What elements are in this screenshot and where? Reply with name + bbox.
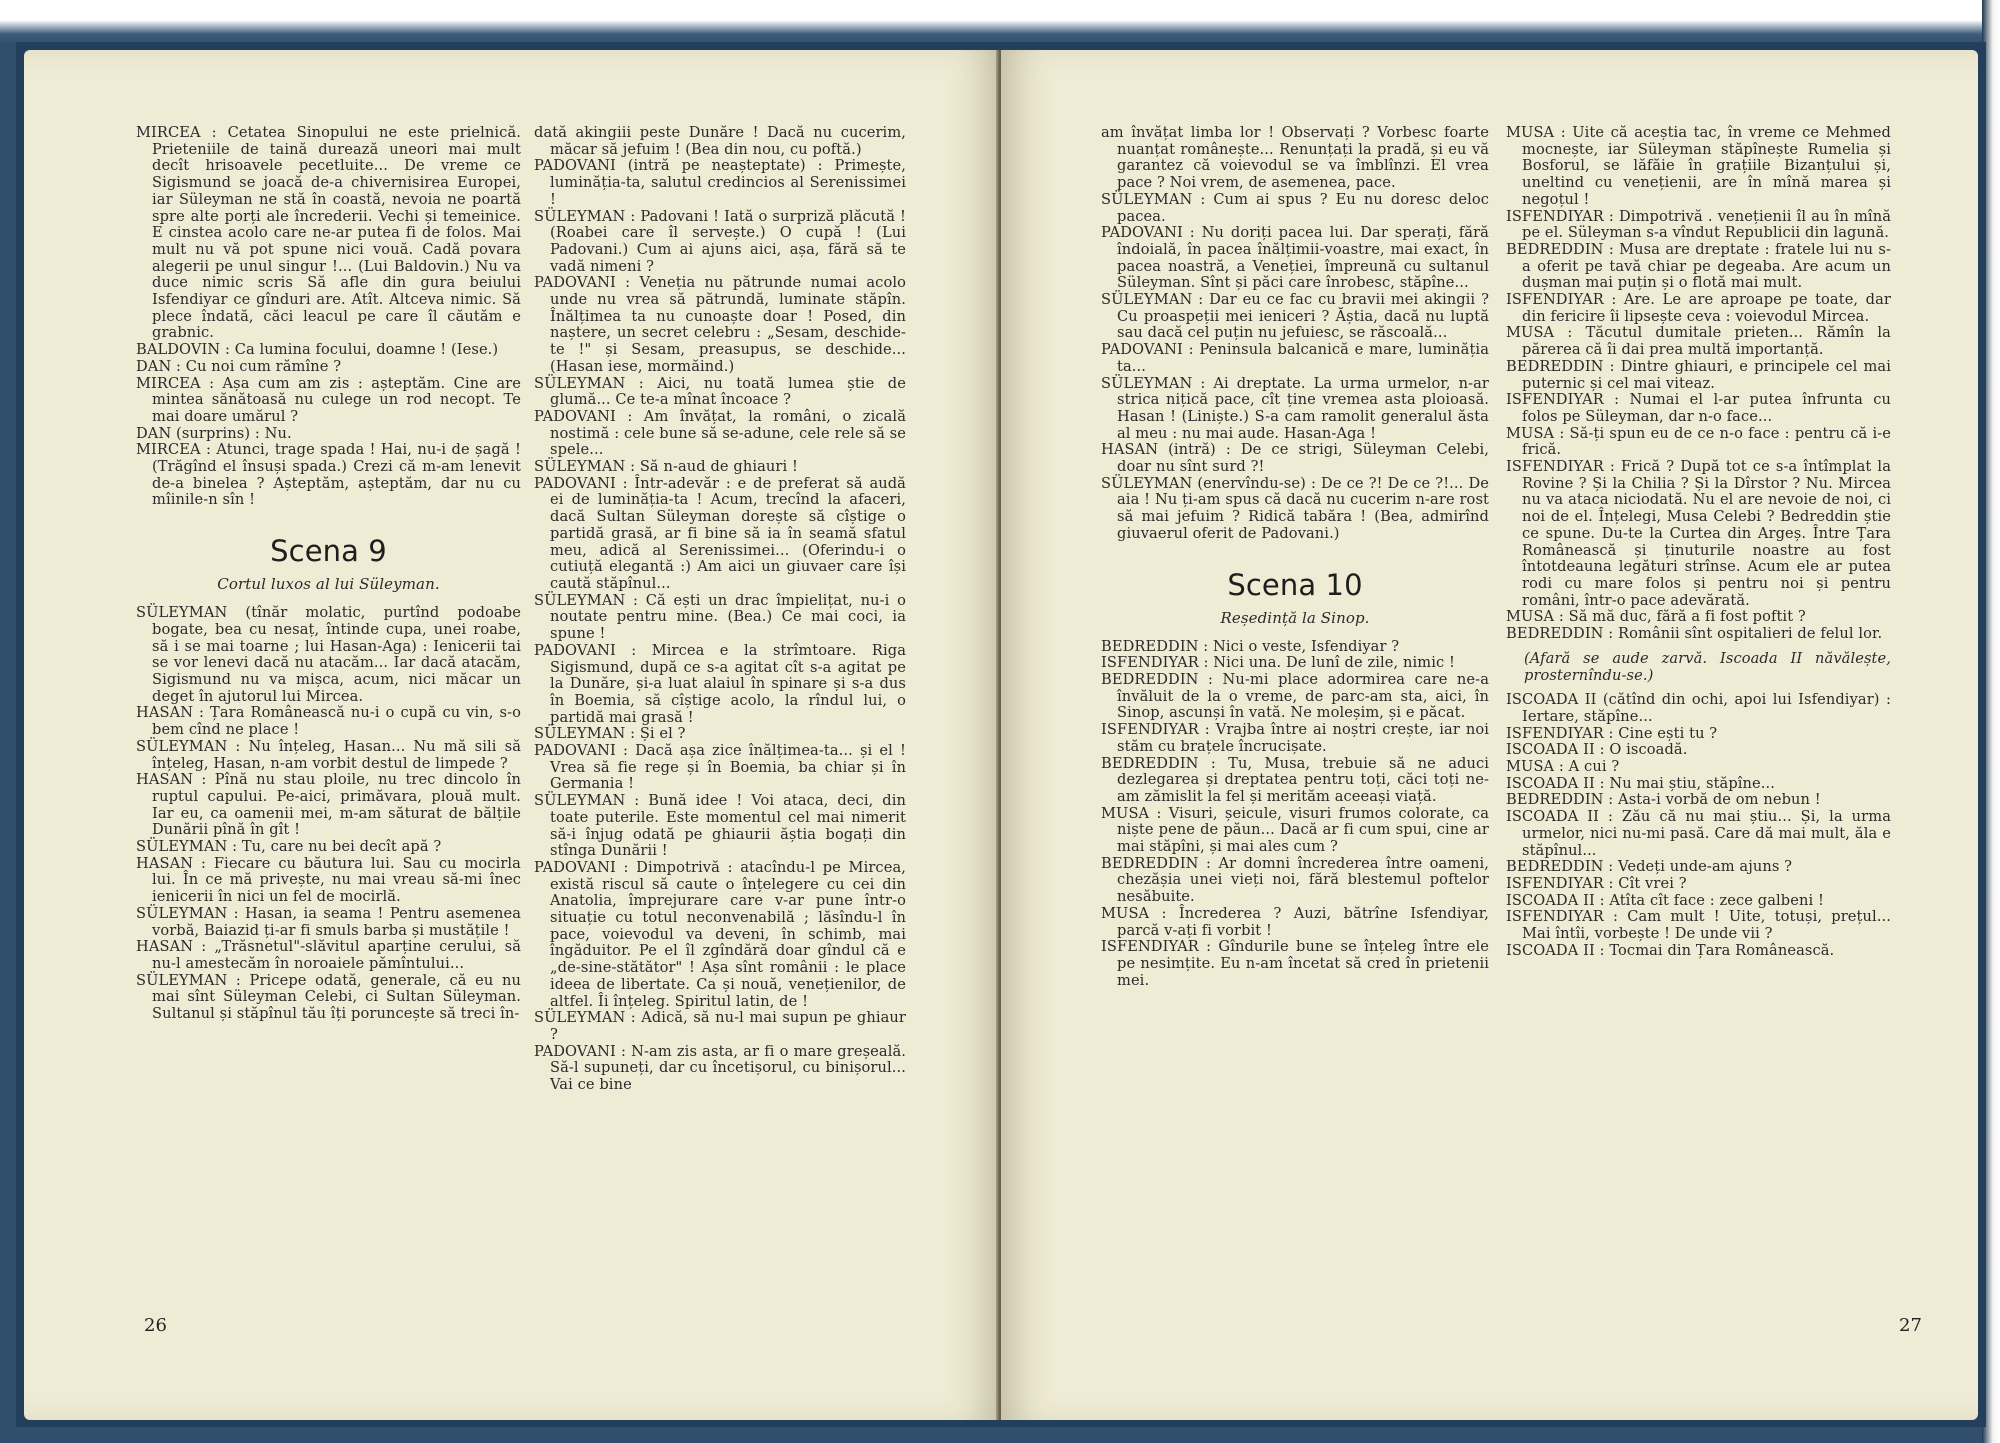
text-paragraph: SÜLEYMAN : Să n-aud de ghiauri !: [534, 458, 798, 476]
text-paragraph: BEDREDDIN : Vedeți unde-am ajuns ?: [1506, 858, 1793, 876]
text-paragraph: HASAN (intră) : De ce strigi, Süleyman Celebi, doar nu sînt surd ?!: [1101, 441, 1489, 476]
text-paragraph: MUSA : Să mă duc, fără a fi fost poftit ?: [1506, 608, 1806, 626]
text-paragraph: am învățat limba lor ! Observați ? Vorbesc foarte nuanțat românește... Renunțați la pradă, și eu vă garantez că voievodul se va îmblînzi. El vrea pace ? Noi vrem, de asemenea, pace.: [1101, 124, 1489, 192]
text-paragraph: PADOVANI : N-am zis asta, ar fi o mare greșeală. Să-l supuneți, dar cu încetișorul, cu binișorul... Vai ce bine: [534, 1042, 906, 1094]
text-paragraph: ISCOADA II : Nu mai știu, stăpîne...: [1506, 774, 1776, 792]
left-page-column-2: [534, 125, 906, 1094]
text-paragraph: PADOVANI : Dacă așa zice înălțimea-ta... și el ! Vrea să fie rege și în Boemia, ba chiar și în Germania !: [534, 742, 906, 793]
text-paragraph: SÜLEYMAN : Aici, nu toată lumea știe de glumă... Ce te-a mînat încoace ?: [534, 374, 906, 409]
text-paragraph: BEDREDDIN : Nu-mi place adormirea care ne-a învăluit de la o vreme, de parc-am sta, aici, în Sinop, ascunși în vată. Ne moleșim, și e păcat.: [1101, 670, 1489, 722]
text-paragraph: ISFENDIYAR : Are. Le are aproape pe toate, dar din fericire îi lipsește ceva : voievodul Mircea.: [1506, 291, 1891, 325]
text-paragraph: MUSA : A cui ?: [1506, 758, 1620, 776]
text-paragraph: BEDREDDIN : Dintre ghiauri, e principele cel mai puternic și cel mai viteaz.: [1506, 357, 1891, 392]
text-paragraph: HASAN : Țara Românească nu-i o cupă cu vin, s-o bem cînd ne place !: [136, 704, 521, 739]
text-paragraph: HASAN : „Trăsnetul"-slăvitul aparține cerului, să nu-l amestecăm în noroaiele pămîntului...: [136, 938, 521, 972]
open-book: [16, 42, 1986, 1427]
left-page: [24, 50, 999, 1420]
book-cover-edge: [0, 0, 2000, 46]
text-paragraph: dată akingiii peste Dunăre ! Dacă nu cucerim, măcar să jefuim ! (Bea din nou, cu poftă.): [534, 124, 906, 158]
text-paragraph: BEDREDDIN : Asta-i vorbă de om nebun !: [1506, 791, 1821, 809]
text-paragraph: MUSA : Tăcutul dumitale prieten... Rămîn la părerea că îi dai prea multă importanță.: [1506, 324, 1891, 359]
text-paragraph: DAN (surprins) : Nu.: [136, 424, 292, 442]
text-paragraph: MUSA : Să-ți spun eu de ce n-o face : pentru că i-e frică.: [1506, 424, 1891, 459]
text-paragraph: SÜLEYMAN : Adică, să nu-l mai supun pe ghiaur ?: [534, 1009, 906, 1043]
text-paragraph: PADOVANI : Peninsula balcanică e mare, luminăția ta...: [1101, 341, 1489, 375]
page-number: 26: [144, 1315, 167, 1336]
text-paragraph: SÜLEYMAN (enervîndu-se) : De ce ?! De ce ?!... De aia ! Nu ți-am spus că dacă nu cucerim n-are rost să mai jefuim ? Ridică tabăra ! (Bea, admirînd giuvaerul oferit de Padovani.): [1101, 474, 1489, 542]
text-paragraph: ISFENDIYAR : Numai el l-ar putea înfrunta cu folos pe Süleyman, dar n-o face...: [1506, 391, 1891, 425]
text-paragraph: BEDREDDIN : Tu, Musa, trebuie să ne aduci dezlegarea și dreptatea pentru toți, căci toți ne-am zămislit la fel și merităm aceeași viață.: [1101, 754, 1489, 805]
text-paragraph: SÜLEYMAN : Padovani ! Iată o surpriză plăcută ! (Roabei care îl servește.) O cupă ! (Lui Padovani.) Cum ai ajuns aici, așa, fără să te vadă nimeni ?: [534, 207, 906, 275]
text-paragraph: ISFENDIYAR : Gîndurile bune se înțeleg între ele pe nesimțite. Eu n-am încetat să cred în prietenii mei.: [1101, 938, 1489, 989]
text-paragraph: ISCOADA II : Zău că nu mai știu... Și, la urma urmelor, nici nu-mi pasă. Care dă mai mult, ăla e stăpînul...: [1506, 808, 1891, 859]
left-page-column-1: [136, 125, 521, 1023]
scene-setting: Cortul luxos al lui Süleyman.: [217, 575, 440, 594]
text-paragraph: ISFENDIYAR : Vrajba între ai noștri crește, iar noi stăm cu brațele încrucișate.: [1101, 721, 1489, 755]
text-paragraph: PADOVANI : Într-adevăr : e de preferat să audă ei de luminăția-ta ! Acum, trecînd la afaceri, dacă Sultan Süleyman dorește să cîștige o partidă grasă, ar fi bine să ia în seamă sfatul meu, adică al Serenissimei... (Oferindu-i o cutiuță elegantă :) Am aici un giuvaer care își caută stăpînul...: [534, 474, 906, 592]
text-paragraph: SÜLEYMAN (tînăr molatic, purtînd podoabe bogate, bea cu nesaț, întinde cupa, unei roabe, să i se mai toarne ; lui Hasan-Aga) : Ienicerii tai se vor lenevi dacă nu atacăm... Iar dacă atacăm, Sigismund nu va mișca, acum, nici măcar un deget în ajutorul lui Mircea.: [136, 604, 521, 705]
text-paragraph: BEDREDDIN : Românii sînt ospitalieri de felul lor.: [1506, 625, 1883, 643]
text-paragraph: MIRCEA : Cetatea Sinopului ne este prielnică. Prieteniile de taină durează uneori mai mult decît hrisoavele pecetluite... De vreme ce Sigismund se joacă de-a chivernisirea Europei, iar Süleyman ne stă în coastă, nevoia ne poartă spre alte porți ale încrederii. Vechi și temeinice. E cinstea acolo care ne-ar putea fi de folos. Mai mult nu vă pot spune nici vouă. Cadă povara alegerii pe unul singur !... (Lui Baldovin.) Nu va duce nimic scris Să afle din gura beiului Isfendiyar ce gînduri are. Atît. Altceva nimic. Să plece îndată, căci leacul pe care îl căutăm e grabnic.: [136, 124, 521, 342]
text-paragraph: PADOVANI : Dimpotrivă : atacîndu-l pe Mircea, există riscul să caute o înțelegere cu cei din Anatolia, împrejurare care v-ar pune într-o situație cu totul neconvenabilă ; lăsîndu-l în pace, voievodul va deveni, în schimb, mai îngăduitor. Pe el îl zgîndără doar gîndul că e „de-sine-stătător" ! Așa sînt românii : le place ideea de libertate. Ca și nouă, venețienilor, de altfel. Îi înțeleg. Spiritul latin, de !: [534, 858, 906, 1010]
text-paragraph: ISFENDIYAR : Cît vrei ?: [1506, 874, 1687, 892]
text-paragraph: BALDOVIN : Ca lumina focului, doamne ! (Iese.): [136, 341, 499, 359]
page-number: 27: [1899, 1315, 1922, 1336]
text-paragraph: MIRCEA : Atunci, trage spada ! Hai, nu-i de șagă ! (Trăgînd el însuși spada.) Crezi că m-am lenevit de-a binelea ? Așteptăm, așteptăm, dar nu cu mîinile-n sîn !: [136, 441, 521, 509]
text-paragraph: ISFENDIYAR : Dimpotrivă . venețienii îl au în mînă pe el. Süleyman s-a vîndut Republicii din lagună.: [1506, 207, 1891, 242]
text-paragraph: SÜLEYMAN : Nu înțeleg, Hasan... Nu mă sili să înțeleg, Hasan, n-am vorbit destul de limpede ?: [136, 737, 521, 772]
text-paragraph: SÜLEYMAN : Pricepe odată, generale, că eu nu mai sînt Süleyman Celebi, ci Sultan Süleyman. Sultanul și stăpînul tău îți poruncește să treci în-: [136, 971, 521, 1023]
text-paragraph: BEDREDDIN : Ar domni încrederea între oameni, chezășia unei vieți noi, fără blestemul poftelor nesăbuite.: [1101, 854, 1489, 906]
text-paragraph: BEDREDDIN : Nici o veste, Isfendiyar ?: [1101, 637, 1400, 655]
text-paragraph: SÜLEYMAN : Că ești un drac împielițat, nu-i o noutate pentru mine. (Bea.) Ce mai coci, ia spune !: [534, 591, 906, 643]
stage-direction: (Afară se aude zarvă. Iscoada II năvălește, prosternîndu-se.): [1524, 649, 1891, 684]
text-paragraph: ISCOADA II : O iscoadă.: [1506, 741, 1688, 759]
text-paragraph: ISFENDIYAR : Cam mult ! Uite, totuși, prețul... Mai întîi, vorbește ! De unde vii ?: [1506, 908, 1891, 943]
right-page-column-2: [1506, 125, 1891, 959]
text-paragraph: MUSA : Uite că aceștia tac, în vreme ce Mehmed mocnește, iar Süleyman stăpînește Rumelia și Bosforul, se lăfăie în grațiile Bizanțului și, uneltind cu venețienii, are în mînă marea și negoțul !: [1506, 124, 1891, 208]
scene-heading: Scena 9: [270, 534, 387, 569]
right-page-column-1: [1101, 125, 1489, 989]
text-paragraph: PADOVANI : Veneția nu pătrunde numai acolo unde nu vrea să pătrundă, luminate stăpîn. Înălțimea ta nu cunoaște doar ! Posed, din naștere, un secret celebru : „Sesam, deschide-te !" și Sesam, preasupus, se deschide... (Hasan iese, mormăind.): [534, 274, 906, 375]
text-paragraph: MUSA : Încrederea ? Auzi, bătrîne Isfendiyar, parcă v-ați fi vorbit !: [1101, 904, 1489, 939]
text-paragraph: MIRCEA : Așa cum am zis : așteptăm. Cine are mintea sănătoasă nu culege un rod necopt. Te mai doare umărul ?: [136, 374, 521, 425]
text-paragraph: PADOVANI : Mircea e la strîmtoare. Riga Sigismund, după ce s-a agitat cît s-a agitat pe la Dunăre, și-a luat alaiul în spinare și s-a dus în Boemia, să cîștige acolo, la rîndul lui, o partidă mai grasă !: [534, 641, 906, 726]
text-paragraph: ISCOADA II : Tocmai din Țara Românească.: [1506, 941, 1835, 959]
text-paragraph: SÜLEYMAN : Dar eu ce fac cu bravii mei akingii ? Cu proaspeții mei ieniceri ? Ăștia, dacă nu luptă sau dacă cel puțin nu jefuiesc, se răscoală...: [1101, 291, 1489, 342]
text-paragraph: ISCOADA II (cătînd din ochi, apoi lui Isfendiyar) : Iertare, stăpîne...: [1506, 691, 1891, 725]
text-paragraph: MUSA : Visuri, șeicule, visuri frumos colorate, ca niște pene de păun... Dacă ar fi cum spui, cine ar mai stăpîni, și mai ales cum ?: [1101, 804, 1489, 856]
text-paragraph: ISFENDIYAR : Frică ? După tot ce s-a întîmplat la Rovine ? Și la Chilia ? Și la Dîrstor ? Nu. Mircea nu va ataca niciodată. Nu el are nevoie de noi, ci noi de el. Înțelegi, Musa Celebi ? Bedreddin știe ce spune. Du-te la Curtea din Argeș. Între Țara Românească și ținuturile noastre au fost întotdeauna legături strînse. Acum ele ar putea rodi cu mare folos și pentru noi și pentru români, într-o pace adevărată.: [1506, 458, 1891, 609]
scene-setting: Reședință la Sinop.: [1220, 608, 1370, 627]
text-paragraph: SÜLEYMAN : Hasan, ia seama ! Pentru asemenea vorbă, Baiazid ți-ar fi smuls barba și mustățile !: [136, 904, 521, 939]
text-paragraph: PADOVANI : Nu doriți pacea lui. Dar sperați, fără îndoială, în pacea înălțimii-voastre, mai exact, în pacea noastră, a Veneției, împreună cu sultanul Süleyman. Sînt și păci care înrobesc, stăpîne...: [1101, 224, 1489, 292]
text-paragraph: ISFENDIYAR : Nici una. De lunî de zile, nimic !: [1101, 654, 1455, 672]
text-paragraph: SÜLEYMAN : Ai dreptate. La urma urmelor, n-ar strica nițică pace, cît ține vremea asta ploioasă. Hasan ! (Liniște.) S-a cam ramolit generalul ăsta al meu : nu mai aude. Hasan-Aga !: [1101, 374, 1489, 442]
text-paragraph: SÜLEYMAN : Cum ai spus ? Eu nu doresc deloc pacea.: [1101, 190, 1489, 225]
text-paragraph: SÜLEYMAN : Tu, care nu bei decît apă ?: [136, 838, 442, 856]
text-paragraph: PADOVANI (intră pe neașteptate) : Primește, luminăția-ta, salutul credincios al Serenissimei !: [534, 157, 906, 208]
text-paragraph: ISCOADA II : Atîta cît face : zece galbeni !: [1506, 891, 1824, 909]
text-paragraph: ISFENDIYAR : Cine ești tu ?: [1506, 724, 1718, 742]
text-paragraph: SÜLEYMAN : Bună idee ! Voi ataca, deci, din toate puterile. Este momentul cel mai nimerit să-i înjug odată pe ghiaurii ăștia bogați din stînga Dunării !: [534, 792, 906, 860]
text-paragraph: SÜLEYMAN : Și el ?: [534, 725, 686, 743]
text-paragraph: DAN : Cu noi cum rămîne ?: [136, 357, 342, 375]
text-paragraph: HASAN : Fiecare cu băutura lui. Sau cu mocirla lui. În ce mă privește, nu mai vreau să-mi înec ienicerii în nici un fel de mocirlă.: [136, 854, 521, 906]
text-paragraph: HASAN : Pînă nu stau ploile, nu trec dincolo în ruptul capului. Pe-aici, primăvara, plouă mult. Iar eu, ca oamenii mei, m-am săturat de bălțile Dunării pînă în gît !: [136, 771, 521, 839]
scene-heading: Scena 10: [1227, 567, 1363, 602]
text-paragraph: BEDREDDIN : Musa are dreptate : fratele lui nu s-a oferit pe tavă chiar pe degeaba. Are acum un dușman mai puțin și o flotă mai mult.: [1506, 240, 1891, 292]
text-paragraph: PADOVANI : Am învățat, la români, o zicală nostimă : cele bune să se-adune, cele rele să se spele...: [534, 407, 906, 459]
right-page: [1001, 50, 1978, 1420]
